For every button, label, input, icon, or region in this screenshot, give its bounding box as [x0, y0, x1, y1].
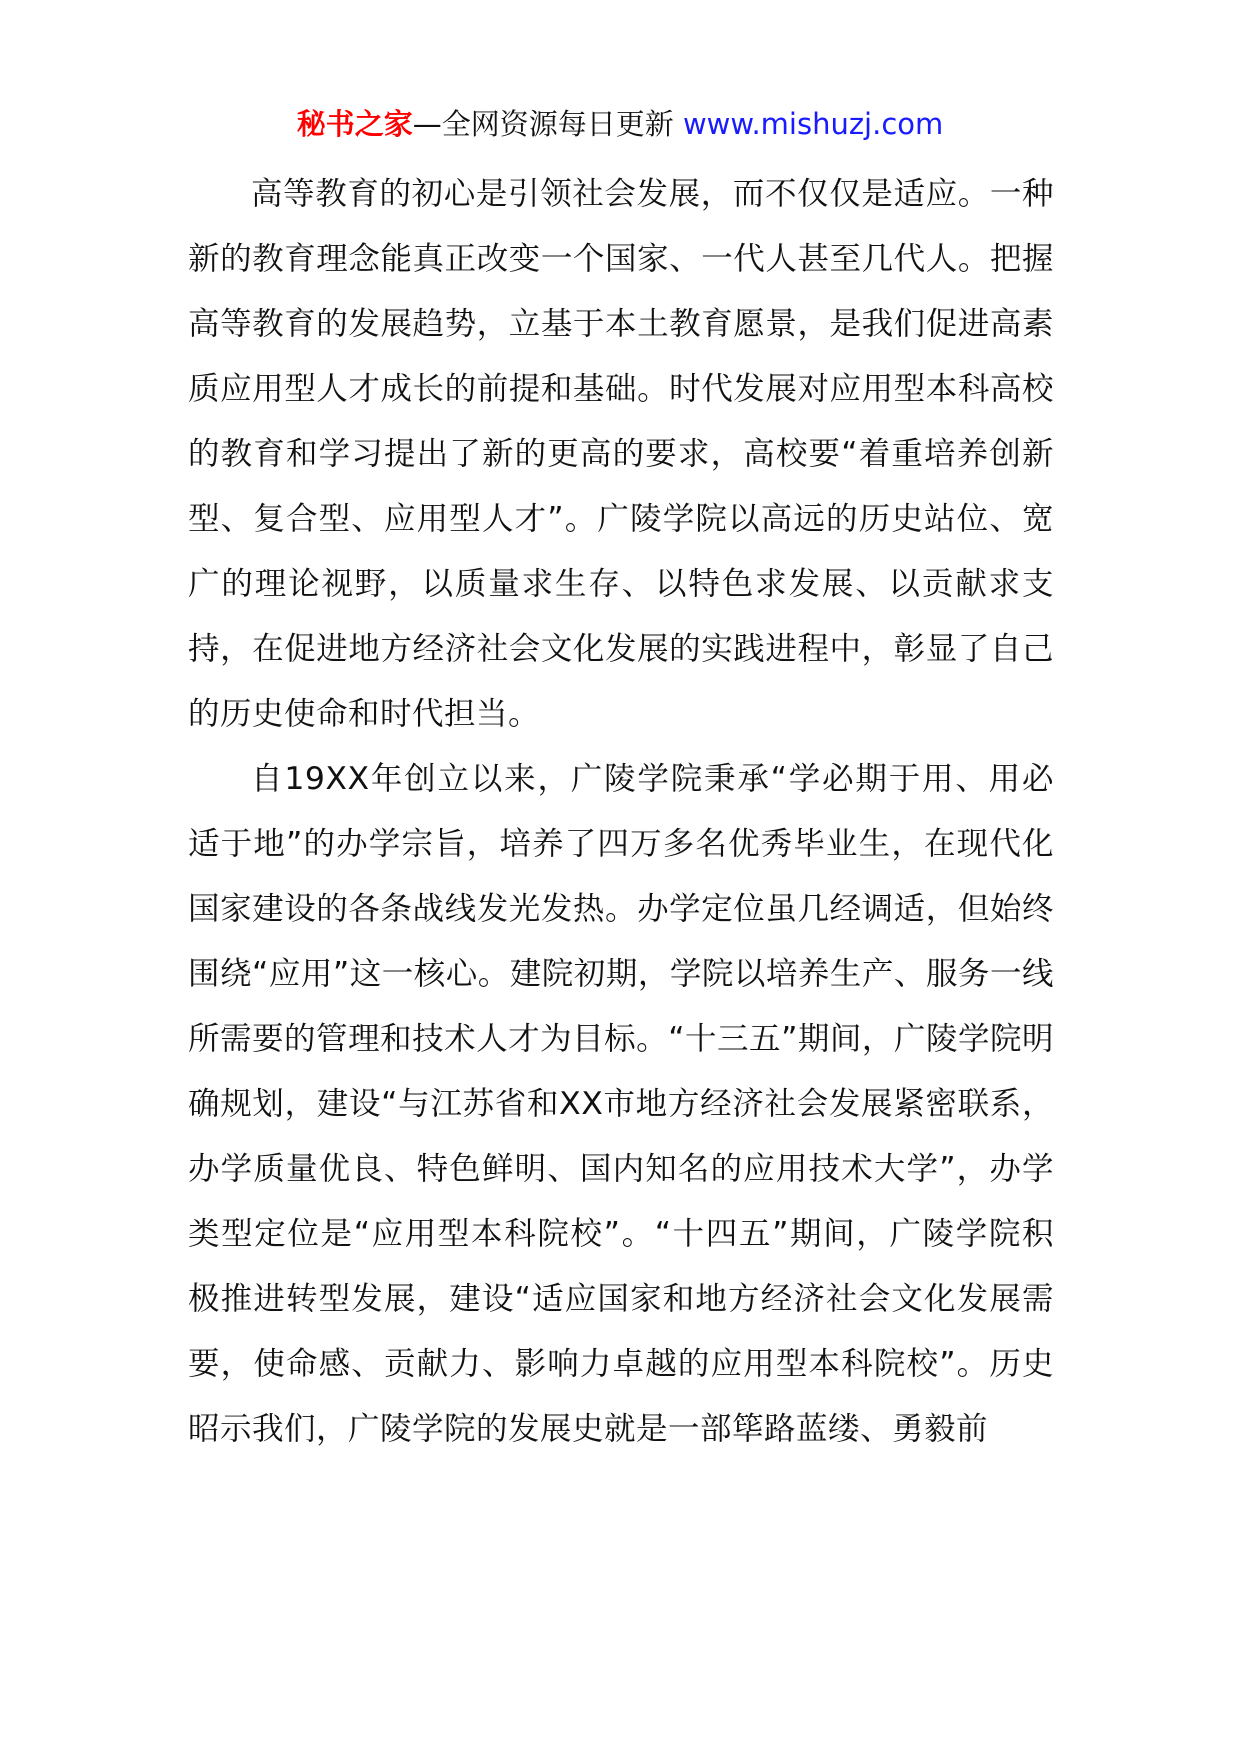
document-body — [188, 162, 1054, 1462]
site-url-link[interactable]: www.mishuzj.com — [682, 107, 944, 141]
paragraph-1: 高等教育的初心是引领社会发展，而不仅仅是适应。一种新的教育理念能真正改变一个国家、一代人甚至几代人。把握高等教育的发展趋势，立基于本土教育愿景，是我们促进高素质应用型人才成长的前提和基础。时代发展对应用型本科高校的教育和学习提出了新的更高的要求，高校要“着重培养创新型、复合型、应用型人才”。广陵学院以高远的历史站位、宽广的理论视野，以质量求生存、以特色求发展、以贡献求支持，在促进地方经济社会文化发展的实践进程中，彰显了自己的历史使命和时代担当。 — [188, 176, 1054, 732]
page-header — [0, 98, 1240, 150]
brand-name: 秘书之家 — [296, 107, 413, 141]
header-tagline: —全网资源每日更新 — [412, 107, 683, 141]
paragraph-2: 自19XX年创立以来，广陵学院秉承“学必期于用、用必适于地”的办学宗旨，培养了四万多名优秀毕业生，在现代化国家建设的各条战线发光发热。办学定位虽几经调适，但始终围绕“应用”这一核心。建院初期，学院以培养生产、服务一线所需要的管理和技术人才为目标。“十三五”期间，广陵学院明确规划，建设“与江苏省和XX市地方经济社会发展紧密联系，办学质量优良、特色鲜明、国内知名的应用技术大学”，办学类型定位是“应用型本科院校”。“十四五”期间，广陵学院积极推进转型发展，建设“适应国家和地方经济社会文化发展需要，使命感、贡献力、影响力卓越的应用型本科院校”。历史昭示我们，广陵学院的发展史就是一部筚路蓝缕、勇毅前 — [188, 761, 1054, 1447]
